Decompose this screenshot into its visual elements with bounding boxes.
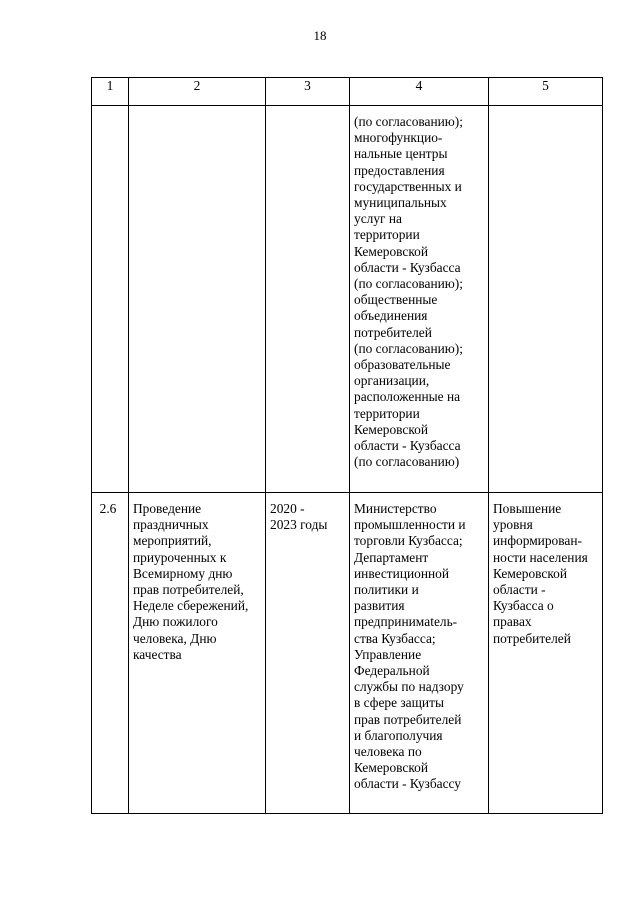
column-header: 5: [489, 78, 603, 106]
cell-text: [92, 106, 128, 120]
column-header: 2: [129, 78, 266, 106]
table-cell: [266, 493, 350, 814]
period: 2020 - 2023 годы: [270, 501, 328, 533]
column-header: 3: [266, 78, 350, 106]
table-cell: [92, 493, 129, 814]
table-cell: [129, 106, 266, 493]
measure-name: Проведение праздничных мероприятий, приуроченных к Всемирному дню прав потребителей, Неделе сбережений, Дню пожилого человека, Дню качества: [133, 501, 249, 662]
table-cell: [129, 493, 266, 814]
measures-table: [91, 77, 603, 814]
cell-text: (по согласованию); многофункцио- нальные центры предоставления государственных и муниципальных услуг на территории Кемеровской области - Кузбасса (по согласованию); общественные объединения потребителей (по согласованию); образовательные организации, расположенные на территории Кемеровской области - Кузбасса (по согласованию): [354, 114, 463, 470]
row-number: 2.6: [99, 501, 117, 516]
table-cell: [489, 493, 603, 814]
cell-text: [266, 106, 349, 120]
table-row: [92, 493, 603, 814]
table-cell: [489, 106, 603, 493]
table-row: [92, 106, 603, 493]
page-number: 18: [313, 28, 327, 43]
table-cell: [350, 493, 489, 814]
table-cell: [92, 106, 129, 493]
table-cell: [350, 106, 489, 493]
expected-result: Повышение уровня информирован- ности населения Кемеровской области - Кузбасса о правах потребителей: [493, 501, 588, 646]
column-header: 1: [92, 78, 129, 106]
table-cell: [266, 106, 350, 493]
cell-text: [489, 106, 602, 120]
responsible: Министерство промышленности и торговли Кузбасса; Департамент инвестиционной политики и развития предпринимatель- ства Кузбасса; Управление Федеральной службы по надзору в сфере защиты прав потребителей и благополучия человека по Кемеровской области - Кузбассу: [354, 501, 466, 792]
cell-text: [129, 106, 265, 120]
column-header: 4: [350, 78, 489, 106]
table-header-row: [92, 78, 603, 106]
